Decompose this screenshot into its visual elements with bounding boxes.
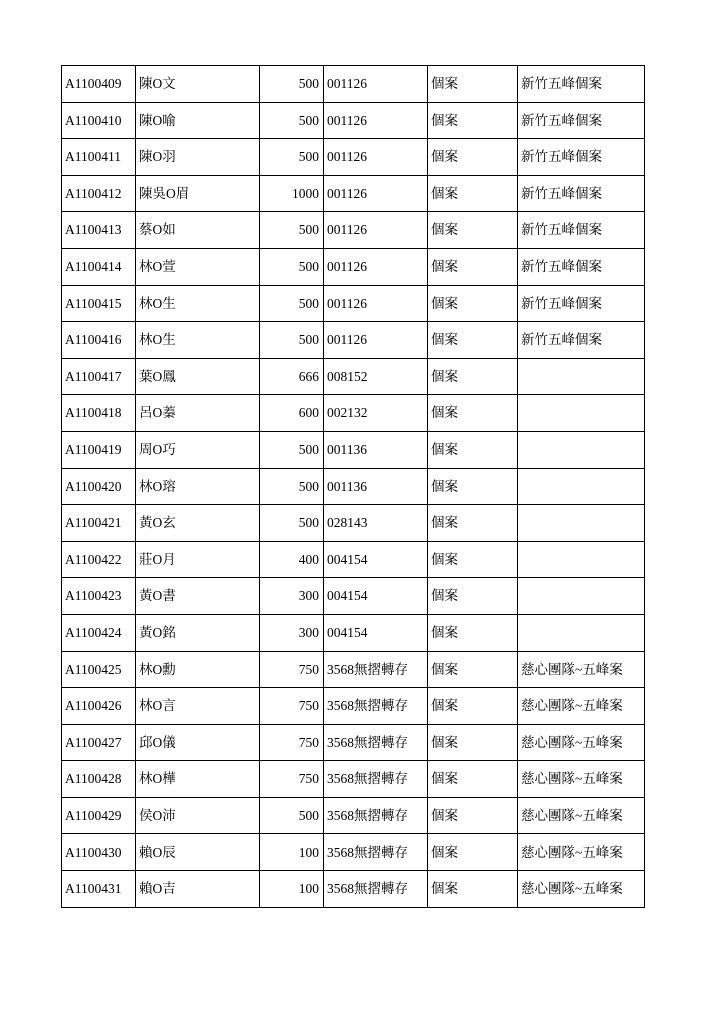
receipt-id-cell: A1100415 [62,285,136,322]
amount-cell: 500 [260,139,324,176]
case-type-cell: 個案 [428,175,518,212]
amount-cell: 500 [260,505,324,542]
case-type-cell: 個案 [428,248,518,285]
ledger-body [62,66,645,908]
amount-cell: 100 [260,871,324,908]
donor-name-cell: 陳O喻 [136,102,260,139]
note-cell [518,541,645,578]
case-type-cell: 個案 [428,724,518,761]
case-type-cell: 個案 [428,688,518,725]
receipt-id-cell: A1100426 [62,688,136,725]
amount-cell: 666 [260,358,324,395]
account-cell: 001136 [324,431,428,468]
account-cell: 3568無摺轉存 [324,761,428,798]
receipt-id-cell: A1100416 [62,322,136,359]
amount-cell: 100 [260,834,324,871]
table-row [62,212,645,249]
donor-name-cell: 蔡O如 [136,212,260,249]
donor-name-cell: 賴O吉 [136,871,260,908]
case-type-cell: 個案 [428,871,518,908]
receipt-id-cell: A1100411 [62,139,136,176]
table-row [62,505,645,542]
donation-ledger-table [61,65,645,908]
case-type-cell: 個案 [428,797,518,834]
case-type-cell: 個案 [428,761,518,798]
amount-cell: 500 [260,102,324,139]
note-cell: 慈心團隊~五峰案 [518,797,645,834]
note-cell: 慈心團隊~五峰案 [518,871,645,908]
note-cell [518,395,645,432]
note-cell [518,578,645,615]
case-type-cell: 個案 [428,651,518,688]
receipt-id-cell: A1100413 [62,212,136,249]
note-cell [518,431,645,468]
note-cell [518,468,645,505]
account-cell: 001126 [324,139,428,176]
account-cell: 001126 [324,248,428,285]
donor-name-cell: 賴O辰 [136,834,260,871]
account-cell: 004154 [324,578,428,615]
case-type-cell: 個案 [428,834,518,871]
table-row [62,724,645,761]
account-cell: 001126 [324,285,428,322]
amount-cell: 500 [260,285,324,322]
amount-cell: 750 [260,761,324,798]
note-cell: 新竹五峰個案 [518,248,645,285]
amount-cell: 500 [260,212,324,249]
case-type-cell: 個案 [428,358,518,395]
account-cell: 001126 [324,66,428,103]
donor-name-cell: 陳O文 [136,66,260,103]
case-type-cell: 個案 [428,212,518,249]
receipt-id-cell: A1100427 [62,724,136,761]
account-cell: 004154 [324,614,428,651]
account-cell: 3568無摺轉存 [324,871,428,908]
table-row [62,285,645,322]
table-row [62,248,645,285]
table-row [62,395,645,432]
account-cell: 004154 [324,541,428,578]
receipt-id-cell: A1100422 [62,541,136,578]
amount-cell: 500 [260,248,324,285]
table-row [62,175,645,212]
note-cell [518,358,645,395]
receipt-id-cell: A1100418 [62,395,136,432]
account-cell: 3568無摺轉存 [324,797,428,834]
amount-cell: 400 [260,541,324,578]
account-cell: 3568無摺轉存 [324,651,428,688]
note-cell [518,614,645,651]
table-row [62,139,645,176]
case-type-cell: 個案 [428,468,518,505]
table-row [62,431,645,468]
amount-cell: 600 [260,395,324,432]
case-type-cell: 個案 [428,578,518,615]
receipt-id-cell: A1100425 [62,651,136,688]
amount-cell: 750 [260,688,324,725]
table-row [62,834,645,871]
account-cell: 001126 [324,175,428,212]
account-cell: 002132 [324,395,428,432]
table-row [62,688,645,725]
amount-cell: 500 [260,431,324,468]
receipt-id-cell: A1100421 [62,505,136,542]
table-row [62,797,645,834]
donor-name-cell: 林O勳 [136,651,260,688]
note-cell: 慈心團隊~五峰案 [518,688,645,725]
table-row [62,322,645,359]
table-row [62,651,645,688]
note-cell: 新竹五峰個案 [518,322,645,359]
note-cell: 慈心團隊~五峰案 [518,724,645,761]
donor-name-cell: 黃O玄 [136,505,260,542]
amount-cell: 1000 [260,175,324,212]
amount-cell: 300 [260,578,324,615]
account-cell: 001126 [324,322,428,359]
receipt-id-cell: A1100414 [62,248,136,285]
note-cell: 慈心團隊~五峰案 [518,834,645,871]
receipt-id-cell: A1100423 [62,578,136,615]
account-cell: 028143 [324,505,428,542]
account-cell: 001126 [324,102,428,139]
amount-cell: 500 [260,66,324,103]
donor-name-cell: 林O生 [136,285,260,322]
donor-name-cell: 林O萱 [136,248,260,285]
table-row [62,468,645,505]
donor-name-cell: 葉O鳳 [136,358,260,395]
account-cell: 001136 [324,468,428,505]
table-row [62,102,645,139]
note-cell: 新竹五峰個案 [518,102,645,139]
case-type-cell: 個案 [428,395,518,432]
receipt-id-cell: A1100431 [62,871,136,908]
note-cell: 慈心團隊~五峰案 [518,761,645,798]
amount-cell: 750 [260,651,324,688]
receipt-id-cell: A1100424 [62,614,136,651]
note-cell: 慈心團隊~五峰案 [518,651,645,688]
donor-name-cell: 林O樺 [136,761,260,798]
case-type-cell: 個案 [428,541,518,578]
account-cell: 001126 [324,212,428,249]
case-type-cell: 個案 [428,102,518,139]
case-type-cell: 個案 [428,322,518,359]
receipt-id-cell: A1100428 [62,761,136,798]
amount-cell: 500 [260,468,324,505]
case-type-cell: 個案 [428,285,518,322]
table-row [62,761,645,798]
donor-name-cell: 呂O蓁 [136,395,260,432]
table-row [62,578,645,615]
donor-name-cell: 林O言 [136,688,260,725]
receipt-id-cell: A1100412 [62,175,136,212]
case-type-cell: 個案 [428,431,518,468]
account-cell: 3568無摺轉存 [324,688,428,725]
note-cell: 新竹五峰個案 [518,139,645,176]
receipt-id-cell: A1100419 [62,431,136,468]
donor-name-cell: 林O瑢 [136,468,260,505]
case-type-cell: 個案 [428,614,518,651]
note-cell: 新竹五峰個案 [518,175,645,212]
account-cell: 008152 [324,358,428,395]
donor-name-cell: 黃O書 [136,578,260,615]
donor-name-cell: 邱O儀 [136,724,260,761]
receipt-id-cell: A1100417 [62,358,136,395]
case-type-cell: 個案 [428,505,518,542]
receipt-id-cell: A1100430 [62,834,136,871]
note-cell: 新竹五峰個案 [518,66,645,103]
case-type-cell: 個案 [428,139,518,176]
amount-cell: 500 [260,322,324,359]
table-row [62,541,645,578]
case-type-cell: 個案 [428,66,518,103]
note-cell: 新竹五峰個案 [518,285,645,322]
receipt-id-cell: A1100409 [62,66,136,103]
amount-cell: 750 [260,724,324,761]
donor-name-cell: 侯O沛 [136,797,260,834]
table-row [62,358,645,395]
amount-cell: 300 [260,614,324,651]
receipt-id-cell: A1100420 [62,468,136,505]
note-cell: 新竹五峰個案 [518,212,645,249]
receipt-id-cell: A1100429 [62,797,136,834]
table-row [62,614,645,651]
amount-cell: 500 [260,797,324,834]
table-row [62,871,645,908]
account-cell: 3568無摺轉存 [324,724,428,761]
donor-name-cell: 莊O月 [136,541,260,578]
receipt-id-cell: A1100410 [62,102,136,139]
donor-name-cell: 林O生 [136,322,260,359]
account-cell: 3568無摺轉存 [324,834,428,871]
table-row [62,66,645,103]
donor-name-cell: 陳O羽 [136,139,260,176]
donor-name-cell: 黃O銘 [136,614,260,651]
donor-name-cell: 陳吳O眉 [136,175,260,212]
donor-name-cell: 周O巧 [136,431,260,468]
note-cell [518,505,645,542]
